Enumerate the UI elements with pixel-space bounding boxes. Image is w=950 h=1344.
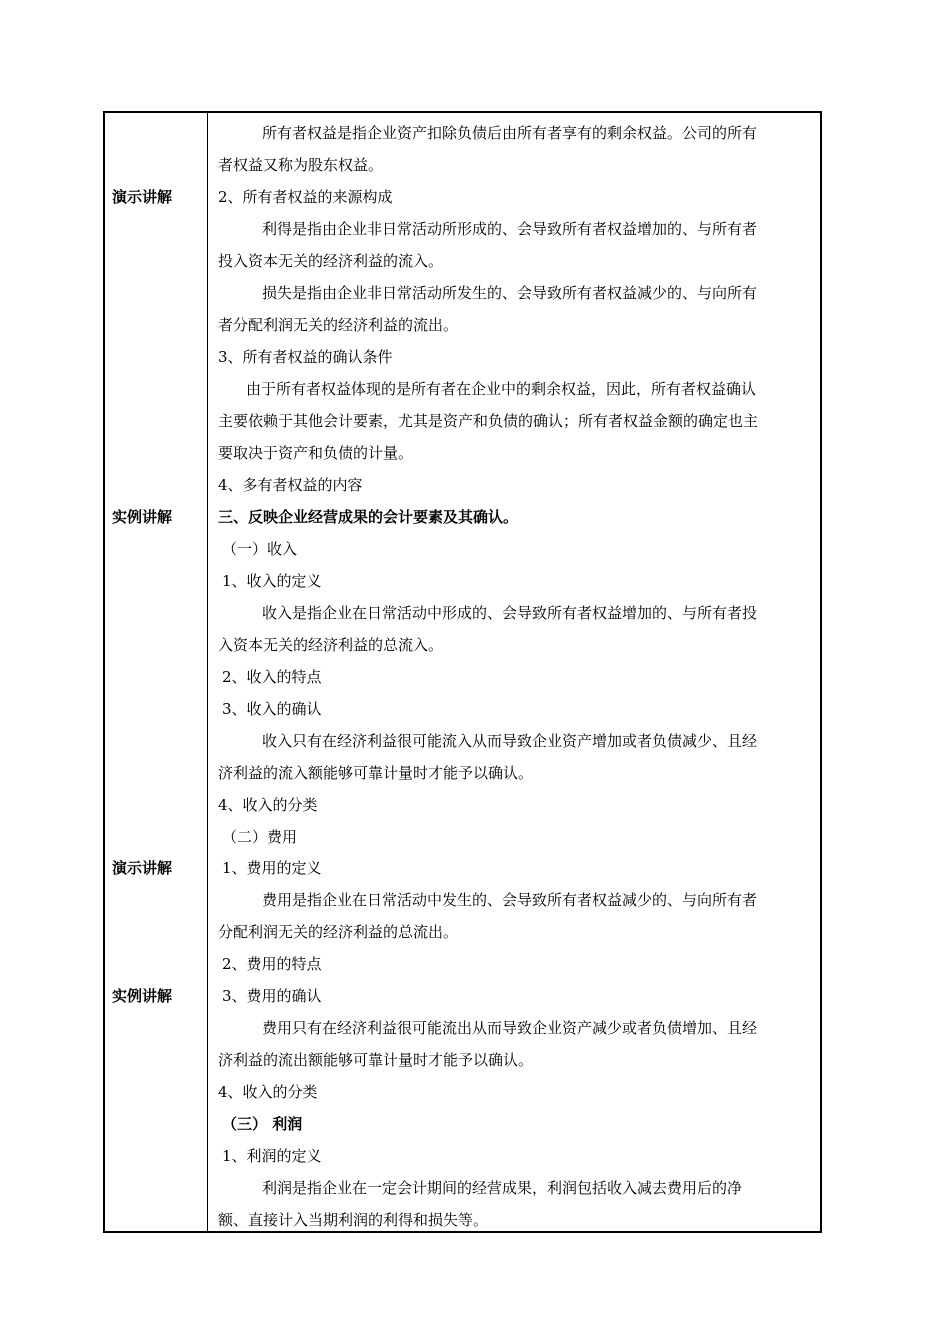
text-line: 者分配利润无关的经济利益的流出。 [218, 316, 459, 334]
text-line: 额、直接计入当期利润的利得和损失等。 [218, 1211, 489, 1229]
text-line: 主要依赖于其他会计要素，尤其是资产和负债的确认；所有者权益金额的确定也主 [218, 412, 759, 430]
section-heading: 4、收入的分类 [218, 1083, 318, 1101]
side-label-example: 实例讲解 [112, 508, 173, 526]
section-heading: 2、收入的特点 [222, 668, 322, 686]
text-line: 入资本无关的经济利益的总流入。 [218, 636, 444, 654]
side-label-example: 实例讲解 [112, 987, 173, 1005]
text-line: 费用是指企业在日常活动中发生的、会导致所有者权益减少的、与向所有者 [262, 891, 758, 909]
section-heading: 3、所有者权益的确认条件 [218, 348, 393, 366]
side-label-demo: 演示讲解 [112, 859, 173, 877]
text-line: 济利益的流入额能够可靠计量时才能予以确认。 [218, 764, 534, 782]
text-line: 所有者权益是指企业资产扣除负债后由所有者享有的剩余权益。公司的所有 [262, 124, 758, 142]
chapter-heading: 三、反映企业经营成果的会计要素及其确认。 [218, 508, 519, 526]
subsection-heading: （三） 利润 [222, 1115, 303, 1133]
subsection-heading: （一）收入 [222, 540, 298, 558]
section-heading: 3、收入的确认 [222, 700, 322, 718]
text-line: 利润是指企业在一定会计期间的经营成果，利润包括收入减去费用后的净 [262, 1179, 743, 1197]
text-line: 损失是指由企业非日常活动所发生的、会导致所有者权益减少的、与向所有 [262, 284, 758, 302]
text-line: 费用只有在经济利益很可能流出从而导致企业资产减少或者负债增加、且经 [262, 1019, 758, 1037]
text-line: 投入资本无关的经济利益的流入。 [218, 252, 444, 270]
section-heading: 4、多有者权益的内容 [218, 476, 363, 494]
section-heading: 3、费用的确认 [222, 987, 322, 1005]
subsection-heading: （二）费用 [222, 828, 298, 846]
text-line: 要取决于资产和负债的计量。 [218, 444, 414, 462]
section-heading: 4、收入的分类 [218, 796, 318, 814]
section-heading: 2、所有者权益的来源构成 [218, 188, 393, 206]
text-line: 利得是指由企业非日常活动所形成的、会导致所有者权益增加的、与所有者 [262, 220, 758, 238]
text-line: 济利益的流出额能够可靠计量时才能予以确认。 [218, 1051, 534, 1069]
text-line: 分配利润无关的经济利益的总流出。 [218, 923, 459, 941]
section-heading: 2、费用的特点 [222, 955, 322, 973]
section-heading: 1、利润的定义 [222, 1147, 322, 1165]
text-line: 者权益又称为股东权益。 [218, 156, 384, 174]
column-divider [207, 111, 208, 1233]
text-line: 收入是指企业在日常活动中形成的、会导致所有者权益增加的、与所有者投 [262, 604, 758, 622]
text-line: 由于所有者权益体现的是所有者在企业中的剩余权益，因此，所有者权益确认 [246, 380, 757, 398]
text-line: 收入只有在经济利益很可能流入从而导致企业资产增加或者负债减少、且经 [262, 732, 758, 750]
section-heading: 1、费用的定义 [222, 859, 322, 877]
section-heading: 1、收入的定义 [222, 572, 322, 590]
side-label-demo: 演示讲解 [112, 188, 173, 206]
